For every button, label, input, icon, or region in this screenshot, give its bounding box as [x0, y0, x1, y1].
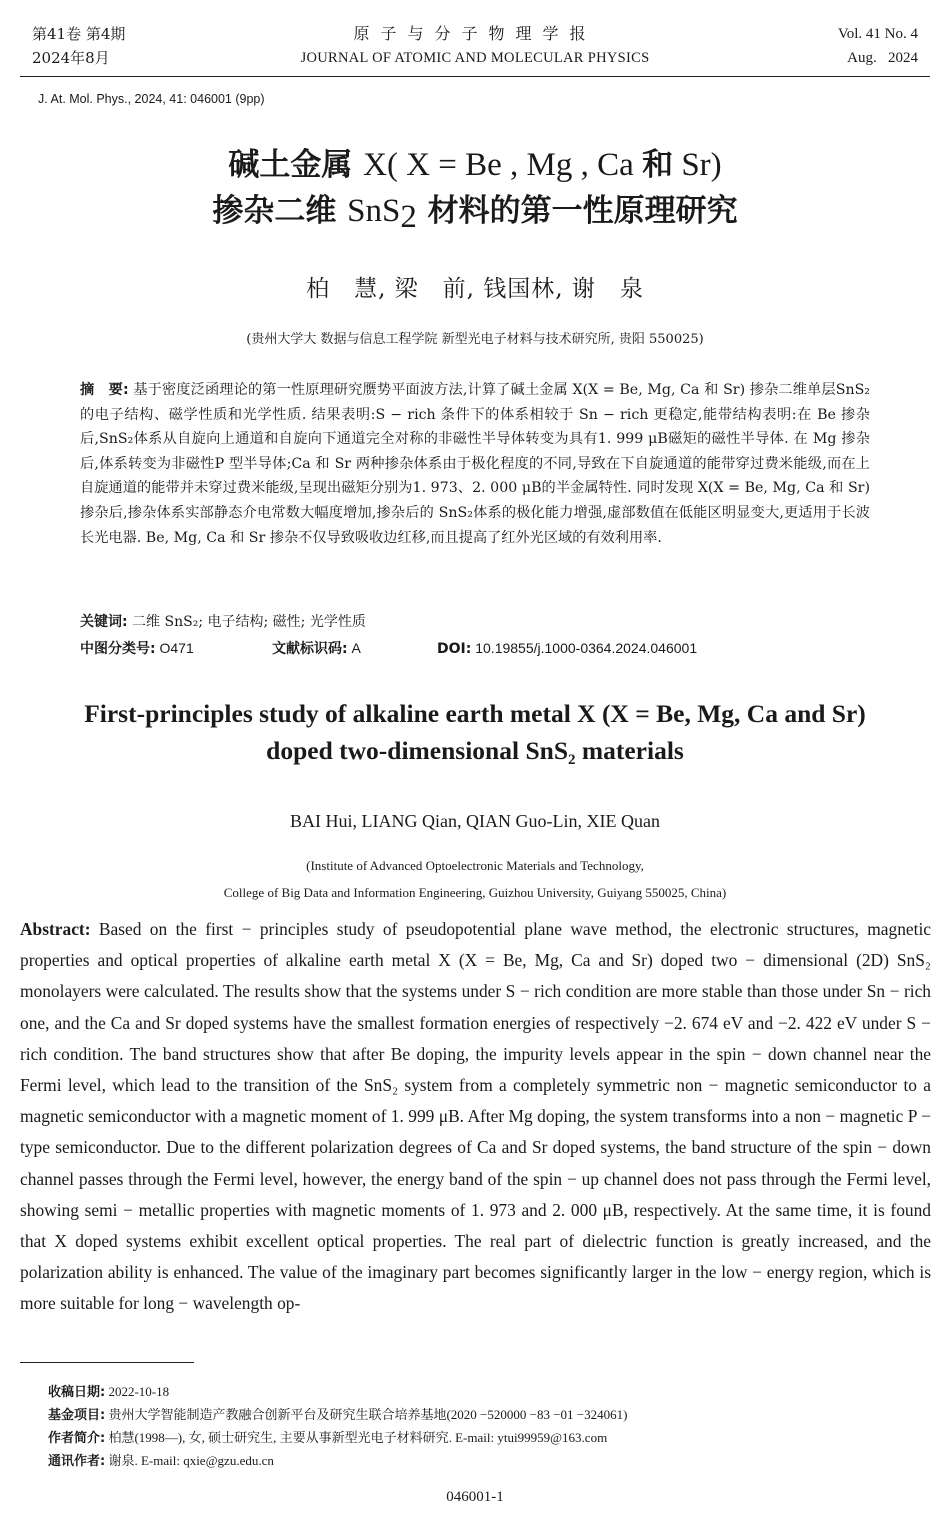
- title-chinese: [0, 142, 950, 234]
- authors-chinese: 柏 慧, 梁 前, 钱国林, 谢 泉: [306, 276, 644, 302]
- footnote-received: 收稿日期: 2022-10-18: [48, 1384, 170, 1400]
- footnotes: [48, 1381, 910, 1473]
- abstract-cn-text: 基于密度泛函理论的第一性原理研究赝势平面波方法,计算了碱土金属 X(X = Be, Mg, Ca 和 Sr) 掺杂二维单层SnS₂的电子结构、磁学性质和光学性质. 结果表明:S − rich 条件下的体系相较于 Sn − rich 更稳定,能带结构表明:在 Be 掺杂后,SnS₂体系从自旋向上通道和自旋向下通道完全对称的非磁性半导体转变为具有1. 999 μB磁矩的磁性半导体. 在 Mg 掺杂后,体系转变为非磁性P 型半导体;Ca 和 Sr 两种掺杂体系由于极化程度的不同,导致在下自旋通道的能带穿过费米能级,而在上自旋通道的能带并未穿过费米能级,呈现出磁矩分别为1. 973、2. 000 μB的半金属特性. 同时发现 X(X = Be, Mg, Ca 和 Sr)掺杂后,掺杂体系实部静态介电常数大幅度增加,掺杂后的 SnS₂体系的极化能力增强,虚部数值在低能区明显变大,更适用于长波长光电器. Be, Mg, Ca 和 Sr 掺杂不仅导致吸收边红移,而且提高了红外光区域的有效利用率.: [80, 382, 870, 546]
- abstract-cn-label: 摘 要:: [80, 382, 129, 398]
- authors-english: BAI Hui, LIANG Qian, QIAN Guo-Lin, XIE Quan: [290, 811, 660, 831]
- title-en-line2: doped two-dimensional SnS$_2$ materials: [266, 736, 684, 768]
- footnote-author-bio: 作者简介: 柏慧(1998—), 女, 硕士研究生, 主要从事新型光电子材料研究. E-mail: ytui99959@163.com: [48, 1430, 608, 1446]
- title-en-line1: First-principles study of alkaline earth metal X (X = Be, Mg, Ca and Sr): [84, 699, 866, 728]
- affiliation-english: (Institute of Advanced Optoelectronic Materials and Technology, College of Big Data and Information Engineering, Guizhou University, Guiyang 550025, China): [223, 858, 727, 900]
- header-right: [838, 22, 918, 70]
- footnote-corresponding: 通讯作者: 谢泉. E-mail: qxie@gzu.edu.cn: [48, 1453, 274, 1469]
- footnote-rule: [20, 1362, 194, 1363]
- abstract-en-text: Based on the first − principles study of pseudopotential plane wave method, the electronic structures, magnetic properties and optical properties of alkaline earth metal X (X = Be, Mg, Ca and Sr) doped two − dimensional (2D) SnS₂ monolayers were calculated. The results show that the systems under S − rich condition are more stable than those under Sn − rich one, and the Ca and Sr doped systems have the smallest formation energies of respectively −2. 674 eV and −2. 422 eV under S − rich condition. The band structures show that after Be doping, the impurity levels appear in the spin − down channel near the Fermi level, which lead to the transition of the SnS₂ system from a completely symmetric non − magnetic semiconductor to a magnetic semiconductor with a magnetic moment of 1. 999 μB. After Mg doping, the system transforms into a non − magnetic P − type semiconductor. Due to the different polarization degrees of Ca and Sr doped systems, the band structure of the spin − down channel passes through the Fermi level, however, the energy band of the spin − up channel does not pass through the Fermi level, showing semi − metallic properties with magnetic moments of 1. 973 and 2. 000 μB, respectively. At the same time, it is found that X doped systems exhibit excellent optical properties. The real part of dielectric function is greatly increased, and the polarization ability is enhanced. The value of the imaginary part becomes significantly larger in the low − energy region, which is more suitable for long − wavelength op-: [20, 919, 931, 1314]
- keywords-text: 二维 SnS₂; 电子结构; 磁性; 光学性质: [127, 614, 366, 630]
- clc-code: 中图分类号: O471: [80, 640, 194, 657]
- title-cn-line2: 掺杂二维 SnS$_2$ 材料的第一性原理研究: [212, 193, 738, 235]
- journal-name-cn: 原子与分子物理学报: [353, 24, 597, 43]
- journal-name-en: JOURNAL OF ATOMIC AND MOLECULAR PHYSICS: [300, 50, 650, 66]
- volume-issue-en: Vol. 41 No. 4: [837, 26, 918, 42]
- keywords-label: 关键词:: [80, 614, 128, 630]
- issue-date: 2024年8月: [32, 49, 110, 67]
- citation: J. At. Mol. Phys., 2024, 41: 046001 (9pp): [38, 92, 265, 106]
- header-center: [32, 22, 918, 70]
- keywords: [80, 611, 870, 633]
- document-code: 文献标识码: A: [272, 640, 361, 657]
- doi: DOI: 10.19855/j.1000-0364.2024.046001: [437, 640, 698, 657]
- journal-header: [32, 22, 918, 78]
- issue-date-en: Aug. 2024: [847, 50, 918, 66]
- volume-issue: 第41卷 第4期: [32, 25, 126, 43]
- title-english: [0, 695, 950, 769]
- footnote-funding: 基金项目: 贵州大学智能制造产教融合创新平台及研究生联合培养基地(2020 −520000 −83 −01 −324061): [48, 1407, 628, 1423]
- title-cn-line1: 碱土金属 X( X = Be , Mg , Ca 和 Sr): [228, 147, 722, 183]
- affiliation-chinese: (贵州大学大 数据与信息工程学院 新型光电子材料与技术研究所, 贵阳 550025): [246, 332, 704, 347]
- header-rule: [20, 76, 930, 77]
- page-number: 046001-1: [446, 1489, 504, 1505]
- abstract-english: [20, 914, 931, 1320]
- abstract-chinese: [80, 378, 870, 550]
- abstract-en-label: Abstract:: [20, 919, 91, 939]
